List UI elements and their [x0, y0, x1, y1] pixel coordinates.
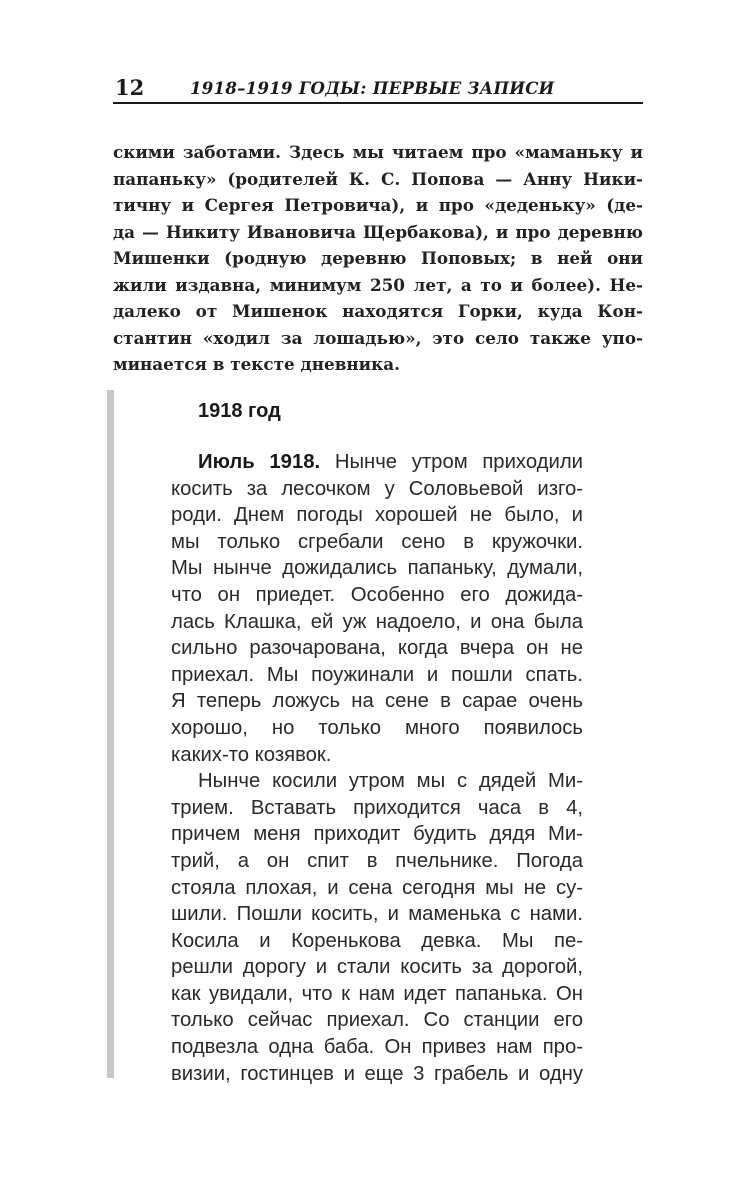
page-number: 12: [115, 75, 145, 100]
diary-line: трием. Вставать приходится часа в 4,: [171, 796, 583, 819]
diary-line: приехал. Мы поужинали и пошли спать.: [171, 663, 583, 686]
diary-first-line: [171, 449, 583, 476]
intro-line: да — Никиту Ивановича Щербакова), и про деревню: [113, 221, 643, 242]
intro-line: жили издавна, минимум 250 лет, а то и более). Не-: [113, 274, 643, 295]
running-header: [113, 76, 643, 104]
intro-paragraph: [113, 139, 643, 378]
diary-line: Нынче косили утром мы с дядей Ми-: [198, 770, 583, 793]
diary-line: Я теперь ложусь на сене в сарае очень: [171, 690, 583, 713]
diary-first-line-text: Нынче утром приходили: [334, 451, 583, 473]
running-title: 1918–1919 ГОДЫ: ПЕРВЫЕ ЗАПИСИ: [190, 79, 555, 98]
intro-line: далеко от Мишенок находятся Горки, куда Кон-: [113, 301, 643, 321]
intro-line: Мишенки (родную деревню Поповых; в ней они: [113, 248, 643, 268]
diary-line: стояла плохая, и сена сегодня мы не су-: [171, 876, 583, 899]
diary-line: Косила и Коренькова девка. Мы пе-: [171, 929, 583, 952]
intro-line: папаньку» (родителей К. С. Попова — Анну Ники-: [113, 168, 643, 189]
diary-line: как увидали, что к нам идет папанька. Он: [171, 982, 583, 1005]
diary-line: подвезла одна баба. Он привез нам про-: [171, 1036, 583, 1059]
intro-line: стантин «ходил за лошадью», это село также упо-: [113, 327, 643, 348]
intro-line: скими заботами. Здесь мы читаем про «маманьку и: [113, 142, 643, 162]
diary-line: каких-то козявок.: [171, 743, 332, 766]
intro-line: минается в тексте дневника.: [113, 354, 400, 374]
diary-entry: [171, 449, 583, 1087]
diary-line: сильно разочарована, когда вчера он не: [171, 637, 583, 660]
diary-line: лась Клашка, ей уж надоело, и она была: [171, 610, 583, 633]
diary-line: трий, а он спит в пчельнике. Погода: [171, 849, 583, 872]
quote-side-bar: [107, 390, 114, 1078]
section-heading: 1918 год: [198, 400, 281, 422]
diary-line: хорошо, но только много появилось: [171, 716, 583, 739]
entry-date: Июль 1918.: [198, 451, 321, 473]
diary-line: роди. Днем погоды хорошей не было, и: [171, 504, 583, 527]
diary-line: шили. Пошли косить, и маменька с нами.: [171, 903, 583, 926]
diary-line: мы только сгребали сено в кружочки.: [171, 530, 583, 553]
diary-line: Мы нынче дожидались папаньку, думали,: [171, 557, 583, 580]
diary-line: причем меня приходит будить дядя Ми-: [171, 823, 583, 846]
diary-line: только сейчас приехал. Со станции его: [171, 1009, 583, 1032]
diary-line: решли дорогу и стали косить за дорогой,: [171, 956, 583, 979]
diary-line: косить за лесочком у Соловьевой изго-: [171, 477, 583, 500]
intro-line: тичну и Сергея Петровича), и про «деденьку» (де-: [113, 195, 643, 215]
diary-line: визии, гостинцев и еще 3 грабель и одну: [171, 1062, 583, 1085]
diary-line: что он приедет. Особенно его дожида-: [171, 583, 583, 606]
